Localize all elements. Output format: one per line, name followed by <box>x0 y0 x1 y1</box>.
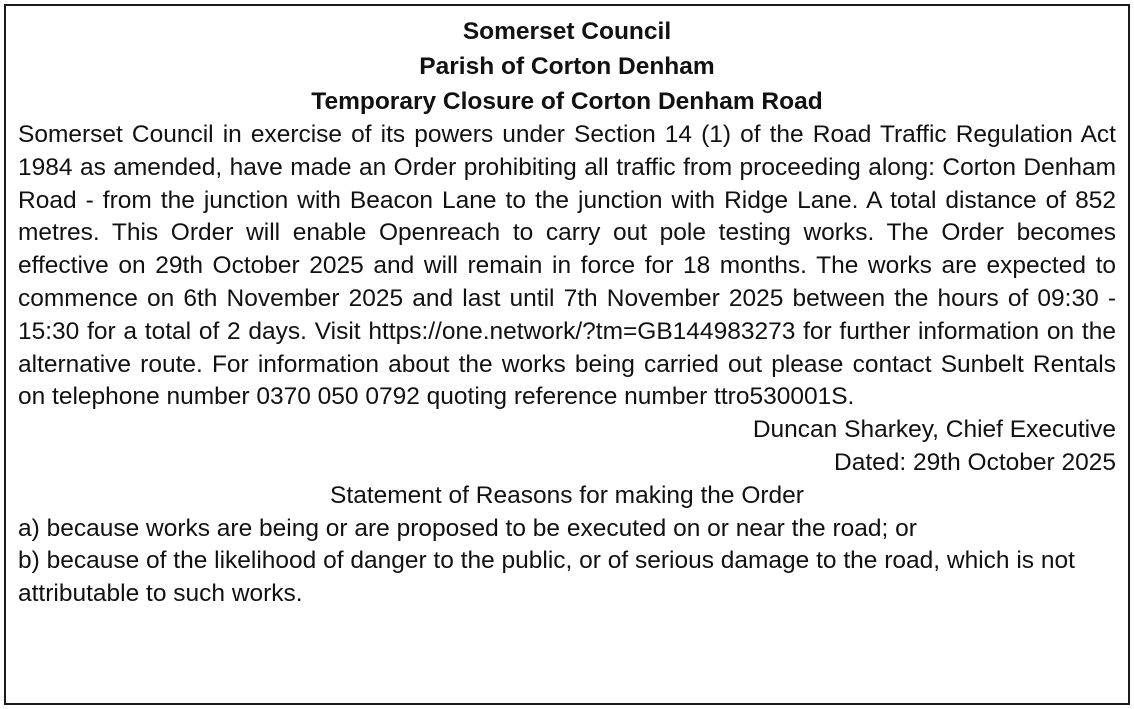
statement-title: Statement of Reasons for making the Order <box>330 481 804 509</box>
reason-b: b) because of the likelihood of danger to the public, or of serious damage to the road, which is not attributable to such works. <box>18 547 1075 608</box>
notice-title: Temporary Closure of Corton Denham Road <box>311 88 823 115</box>
public-notice <box>4 4 1130 705</box>
notice-body: Somerset Council in exercise of its powers under Section 14 (1) of the Road Traffic Regulation Act 1984 as amended, have made an Order prohibiting all traffic from proceeding along: Corton Denham Road - from the junction with Beacon Lane to the junction with Ridge Lane. A total distance of 852 metres. This Order will enable Openreach to carry out pole testing works. The Order becomes effective on 29th October 2025 and will remain in force for 18 months. The works are expected to commence on 6th November 2025 and last until 7th November 2025 between the hours of 09:30 - 15:30 for a total of 2 days. Visit https://one.network/?tm=GB144983273 for further information on the alternative route. For information about the works being carried out please contact Sunbelt Rentals on telephone number 0370 050 0792 quoting reference number ttro530001S. <box>18 121 1116 411</box>
authority-heading: Somerset Council <box>462 18 672 45</box>
notice-date: Dated: 29th October 2025 <box>834 448 1116 476</box>
reason-a: a) because works are being or are proposed to be executed on or near the road; or <box>18 514 917 542</box>
parish-heading: Parish of Corton Denham <box>419 53 715 80</box>
signatory-name: Duncan Sharkey, Chief Executive <box>752 416 1116 444</box>
